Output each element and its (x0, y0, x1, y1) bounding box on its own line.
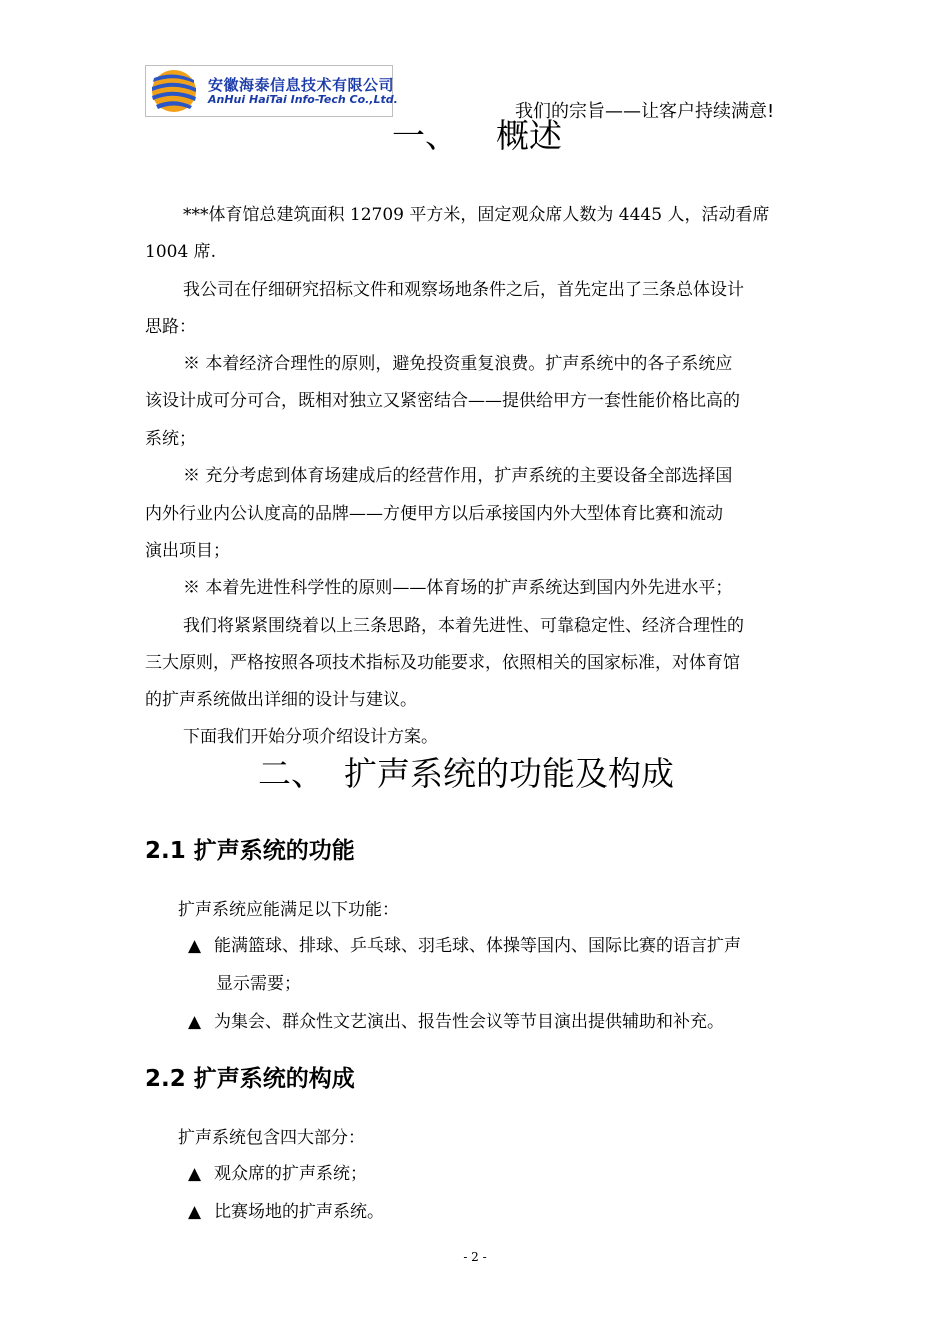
paragraph-line: 演出项目； (145, 541, 230, 561)
bullet-triangle-icon: ▲ (188, 1012, 202, 1032)
paragraph-line: ***体育馆总建筑面积 12709 平方米，固定观众席人数为 4445 人，活动看席 (183, 205, 770, 225)
paragraph-line: 内外行业内公认度高的品牌——方便甲方以后承接国内外大型体育比赛和流动 (145, 504, 723, 524)
company-name-en: AnHui HaiTai Info-Tech Co.,Ltd. (208, 93, 398, 106)
paragraph-line: 扩声系统包含四大部分： (178, 1128, 365, 1148)
paragraph-line: 下面我们开始分项介绍设计方案。 (183, 727, 438, 747)
list-item (188, 931, 741, 956)
list-item (188, 1159, 367, 1184)
section1-title: 概述 (496, 116, 562, 155)
section2-number: 二、 (258, 754, 324, 793)
subsection-heading: 2.2 扩声系统的构成 (145, 1066, 355, 1092)
paragraph-line: 系统； (145, 429, 196, 449)
paragraph-line: 扩声系统应能满足以下功能： (178, 900, 399, 920)
globe-logo-icon (148, 68, 200, 114)
paragraph-line: 该设计成可分可合，既相对独立又紧密结合——提供给甲方一套性能价格比高的 (145, 391, 740, 411)
section2-title: 扩声系统的功能及构成 (344, 754, 674, 793)
company-name-cn: 安徽海泰信息技术有限公司 (208, 76, 395, 94)
paragraph-line: 我们将紧紧围绕着以上三条思路，本着先进性、可靠稳定性、经济合理性的 (183, 616, 744, 636)
list-item-text: 比赛场地的扩声系统。 (214, 1202, 384, 1222)
company-motto: 我们的宗旨——让客户持续满意! (515, 101, 775, 122)
subsection-heading: 2.1 扩声系统的功能 (145, 838, 355, 864)
list-item-text: 为集会、群众性文艺演出、报告性会议等节目演出提供辅助和补充。 (214, 1012, 724, 1032)
paragraph-line: ※ 充分考虑到体育场建成后的经营作用，扩声系统的主要设备全部选择国 (183, 466, 733, 486)
bullet-triangle-icon: ▲ (188, 936, 202, 956)
list-item (188, 1197, 384, 1222)
bullet-triangle-icon: ▲ (188, 1202, 202, 1222)
list-item-text: 观众席的扩声系统； (214, 1164, 367, 1184)
paragraph-line: 思路： (145, 317, 196, 337)
bullet-triangle-icon: ▲ (188, 1164, 202, 1184)
section1-number: 一、 (392, 116, 458, 155)
paragraph-line: 我公司在仔细研究招标文件和观察场地条件之后，首先定出了三条总体设计 (183, 280, 744, 300)
company-logo (145, 65, 398, 117)
list-item-continuation: 显示需要； (216, 974, 301, 994)
paragraph-line: 的扩声系统做出详细的设计与建议。 (145, 690, 417, 710)
paragraph-line: 三大原则，严格按照各项技术指标及功能要求，依照相关的国家标准，对体育馆 (145, 653, 740, 673)
list-item (188, 1007, 724, 1032)
paragraph-line: ※ 本着先进性科学性的原则——体育场的扩声系统达到国内外先进水平； (183, 578, 733, 598)
section2-heading (258, 748, 674, 795)
paragraph-line: ※ 本着经济合理性的原则，避免投资重复浪费。扩声系统中的各子系统应 (183, 354, 733, 374)
section1-heading (392, 110, 562, 157)
page-number: - 2 - (463, 1250, 487, 1264)
list-item-text: 能满篮球、排球、乒乓球、羽毛球、体操等国内、国际比赛的语言扩声 (214, 936, 741, 956)
paragraph-line: 1004 席. (145, 242, 217, 262)
